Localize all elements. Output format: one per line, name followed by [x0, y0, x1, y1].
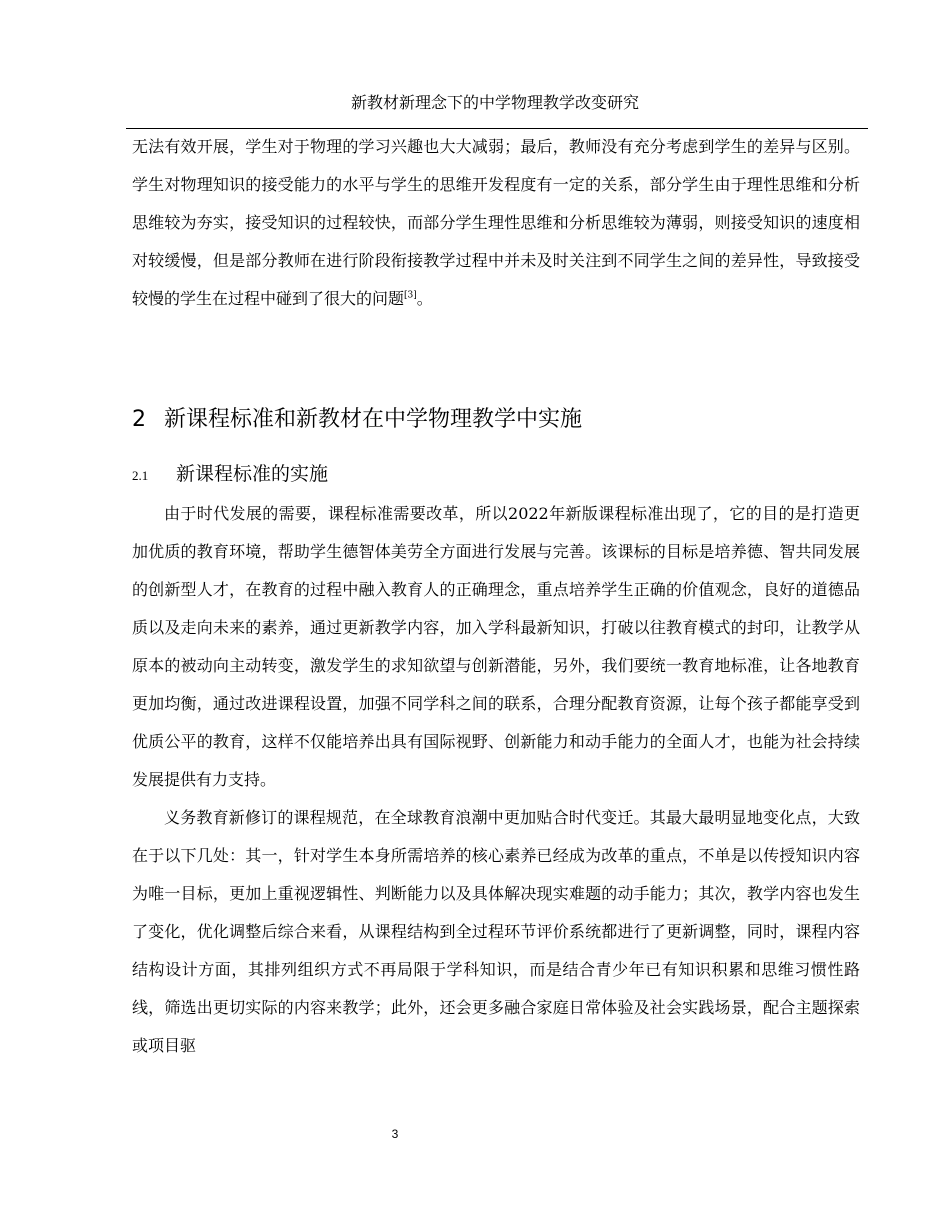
body-paragraph-1: 由于时代发展的需要，课程标准需要改革，所以2022年新版课程标准出现了，它的目的是打造更加优质的教育环境，帮助学生德智体美劳全方面进行发展与完善。该课标的目标是培养德、智共同发展的创新型人才，在教育的过程中融入教育人的正确理念，重点培养学生正确的价值观念，良好的道德品质以及走向未来的素养，通过更新教学内容，加入学科最新知识，打破以往教育模式的封印，让教学从原本的被动向主动转变，激发学生的求知欲望与创新潜能，另外，我们要统一教育地标准，让各地教育更加均衡，通过改进课程设置，加强不同学科之间的联系，合理分配教育资源，让每个孩子都能享受到优质公平的教育，这样不仅能培养出具有国际视野、创新能力和动手能力的全面人才，也能为社会持续发展提供有力支持。 — [132, 504, 860, 789]
subsection-number: 2.1 — [132, 468, 149, 483]
subsection-title: 新课程标准的实施 — [176, 463, 329, 485]
body-paragraph-2: 义务教育新修订的课程规范，在全球教育浪潮中更加贴合时代变迁。其最大最明显地变化点，大致在于以下几处：其一，针对学生本身所需培养的核心素养已经成为改革的重点，不单是以传授知识内容为唯一目标，更加上重视逻辑性、判断能力以及具体解决现实难题的动手能力；其次，教学内容也发生了变化，优化调整后综合来看，从课程结构到全过程环节评价系统都进行了更新调整，同时，课程内容结构设计方面，其排列组织方式不再局限于学科知识，而是结合青少年已有知识积累和思维习惯性路线，筛选出更切实际的内容来教学；此外，还会更多融合家庭日常体验及社会实践场景，配合主题探索或项目驱 — [132, 808, 860, 1055]
section-heading — [132, 405, 582, 435]
intro-paragraph-block — [132, 128, 860, 318]
page-number: 3 — [391, 1127, 399, 1141]
page-header-title: 新教材新理念下的中学物理教学改变研究 — [350, 93, 639, 112]
section-title: 新课程标准和新教材在中学物理教学中实施 — [164, 407, 583, 432]
subsection-heading — [132, 460, 328, 490]
intro-paragraph-text: 无法有效开展，学生对于物理的学习兴趣也大大减弱；最后，教师没有充分考虑到学生的差异与区别。学生对物理知识的接受能力的水平与学生的思维开发程度有一定的关系，部分学生由于理性思维和分析思维较为夯实，接受知识的过程较快，而部分学生理性思维和分析思维较为薄弱，则接受知识的速度相对较缓慢，但是部分教师在进行阶段衔接教学过程中并未及时关注到不同学生之间的差异性，导致接受较慢的学生在过程中碰到了很大的问题 — [132, 137, 860, 308]
intro-paragraph-end: 。 — [416, 289, 433, 308]
citation-marker: [3] — [404, 290, 417, 301]
body-text — [132, 495, 860, 1065]
section-number: 2 — [132, 407, 146, 432]
intro-paragraph — [132, 128, 860, 318]
